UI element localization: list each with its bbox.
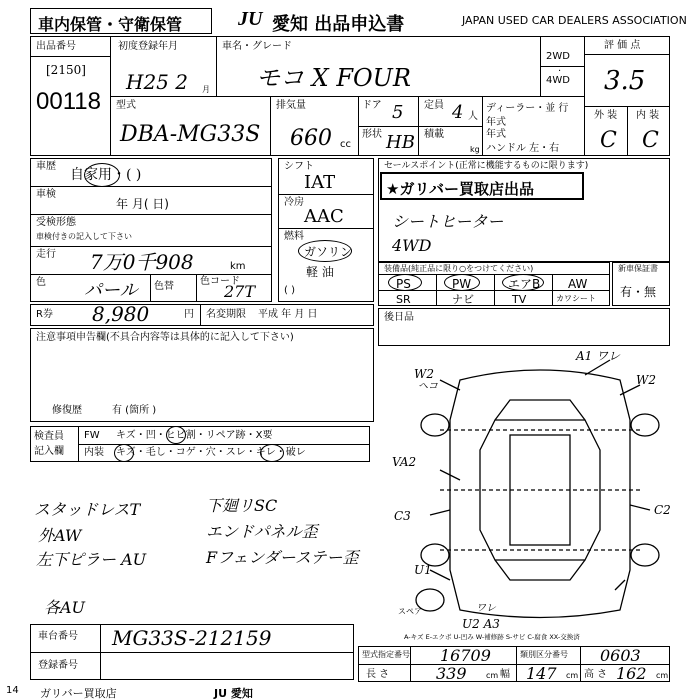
mileage-label: 走行	[36, 249, 56, 260]
color-label: 色	[36, 277, 46, 288]
notes-label: 注意事項申告欄(不具合内容等は具体的に記入して下さい)	[36, 332, 294, 343]
wheel-fr	[631, 414, 659, 436]
interior-label: 内 装	[636, 110, 660, 121]
equip-ps: PS	[396, 277, 411, 291]
dealer-label: ディーラー・並 行	[486, 103, 569, 114]
equip-pw-circle	[444, 274, 480, 291]
type-value: DBA-MG33S	[120, 122, 261, 147]
remark-3-left: 左下ピラー AU	[36, 550, 147, 569]
capacity-unit: 人	[468, 111, 478, 122]
load-unit: kg	[470, 145, 480, 154]
sales-line2: 4WD	[392, 236, 432, 255]
remark-2-right: エンドパネル歪	[206, 522, 318, 541]
disp-unit: cc	[340, 139, 351, 150]
reki-value: 自家用・( )	[70, 167, 142, 183]
shift-label: シフト	[284, 161, 314, 172]
fuel-paren: ( )	[284, 285, 295, 296]
equip-pw: PW	[452, 277, 472, 291]
width-value: 147	[526, 664, 557, 683]
damage-w2-left-sub: ヘコ	[418, 381, 438, 392]
handle-label: ハンドル 左・右	[486, 143, 560, 154]
capacity-value: 4	[452, 102, 464, 123]
int-circle-1	[114, 444, 134, 462]
drive-dot: ·	[558, 66, 562, 77]
mileage-value: 7万0千908	[90, 250, 194, 274]
warranty-label: 新車保証書	[618, 264, 658, 273]
lot-number: 00118	[36, 88, 101, 115]
width-unit: cm	[566, 671, 579, 680]
designation-label: 型式指定番号	[362, 650, 410, 659]
doors-value: 5	[392, 102, 404, 123]
equip-airbag-circle	[502, 274, 544, 291]
damage-u1: U1	[414, 563, 432, 577]
after-label: 後日品	[384, 312, 414, 323]
fuel-label: 燃料	[284, 231, 304, 242]
ac-label: 冷房	[284, 197, 304, 208]
shape-label: 形状	[362, 129, 382, 140]
damage-w2-left: W2	[414, 367, 434, 381]
sales-label: セールスポイント(正常に機能するものに限ります)	[384, 161, 589, 171]
drive-2wd: 2WD	[546, 51, 570, 62]
remark-4: 各AU	[44, 598, 86, 617]
designation-value: 16709	[440, 646, 491, 665]
equipment-label: 装備品(純正品に限り○をつけてください)	[384, 264, 534, 273]
inspector-int-label: 内装	[84, 447, 104, 458]
ext-circle	[166, 426, 186, 444]
lot-label: 出品番号	[36, 41, 76, 52]
shift-value: IAT	[304, 172, 336, 193]
inspector-int-items: キズ・毛し・コゲ・穴・スレ・キレ・破レ	[116, 447, 306, 458]
load-label: 積載	[424, 129, 444, 140]
warranty-value: 有・無	[620, 285, 657, 299]
height-value: 162	[616, 664, 647, 683]
damage-u2: U2 A3	[462, 617, 500, 631]
remark-1-left: スタッドレスT	[34, 500, 141, 519]
capacity-label: 定員	[424, 100, 444, 111]
color-value: パール	[84, 280, 138, 301]
damage-ware: ワレ	[476, 603, 496, 614]
damage-c3: C3	[394, 509, 411, 523]
inspection-label: 車検	[36, 189, 56, 200]
inspection-value: 年 月( 日)	[116, 197, 169, 211]
receipt-note: 車検付きの記入して下さい	[36, 232, 132, 241]
chassis-label: 車台番号	[38, 631, 78, 642]
inspector-ext-items: キズ・凹・ヒビ割・リペア跡・X要	[116, 430, 273, 441]
repair-value: 有 (箇所 )	[112, 405, 157, 416]
int-circle-2	[260, 444, 284, 462]
remark-3-right: Fフェンダーステー歪	[206, 548, 359, 567]
name-label: 車名・グレード	[222, 41, 292, 52]
score-value: 3.5	[604, 66, 646, 96]
reg-month: 月	[202, 85, 210, 94]
height-label: 高 さ	[584, 669, 608, 680]
storage-label: 車内保管・守衛保管	[38, 15, 183, 34]
remark-2-left: 外AW	[38, 526, 82, 545]
damage-va2: VA2	[392, 455, 417, 469]
drive-4wd: 4WD	[546, 75, 570, 86]
color-change-label: 色替	[154, 281, 174, 292]
inspector-label-2: 記入欄	[34, 446, 64, 457]
length-unit: cm	[486, 671, 499, 680]
sales-line1: シートヒーター	[392, 212, 504, 231]
type-label: 型式	[116, 100, 136, 111]
damage-a1: A1 ワレ	[576, 349, 621, 363]
fuel-circle	[298, 240, 352, 262]
price-label: R券	[36, 309, 53, 320]
model-year-label: 年式	[486, 129, 506, 140]
lot-bracket: [2150]	[46, 63, 86, 77]
height-unit: cm	[656, 671, 669, 680]
score-label: 評 価 点	[604, 40, 641, 51]
sales-banner: ★ガリバー買取店出品	[386, 180, 534, 198]
fuel-alt: 軽 油	[306, 265, 334, 279]
category-value: 0603	[600, 646, 641, 665]
association-name: JAPAN USED CAR DEALERS ASSOCIATION	[462, 14, 687, 27]
spare-label: スペア	[398, 607, 422, 616]
exterior-label: 外 装	[594, 110, 618, 121]
name-value: モコ X FOUR	[256, 64, 411, 92]
mileage-unit: km	[230, 261, 246, 272]
repair-label: 修復歴	[52, 405, 82, 416]
equip-seat: カワシート	[556, 294, 596, 303]
chassis-value: MG33S-212159	[112, 626, 272, 650]
damage-legend: A-キズ E-エクボ U-凹み W-補修跡 S-サビ C-腐食 XX-交換済	[404, 633, 580, 641]
wheel-rr	[631, 544, 659, 566]
price-unit: 円	[184, 309, 194, 320]
damage-c2: C2	[654, 503, 671, 517]
ac-value: AAC	[304, 206, 344, 227]
footer-shop: ガリバー買取店	[40, 687, 117, 700]
equip-ps-circle	[388, 274, 422, 291]
equip-sr: SR	[396, 293, 411, 306]
price-value: 8,980	[92, 302, 150, 326]
damage-w2-right: W2	[636, 373, 656, 387]
disp-label: 排気量	[276, 100, 306, 111]
fuel-value: ガソリン	[304, 245, 353, 259]
disp-value: 660	[290, 126, 332, 151]
reg-value: H25 2	[126, 70, 188, 94]
length-value: 339	[436, 664, 467, 683]
reg-number-label: 登録番号	[38, 660, 78, 671]
footer-logo: JU 愛知	[214, 687, 253, 700]
shape-value: HB	[386, 132, 415, 153]
form-title: 愛知 出品申込書	[272, 14, 405, 35]
remark-1-right: 下廻リSC	[206, 496, 278, 515]
doors-label: ドア	[362, 100, 382, 111]
price-frame	[30, 304, 374, 326]
name-change-label: 名変期限	[206, 309, 246, 320]
reki-label: 車歴	[36, 161, 56, 172]
equip-aw: AW	[568, 277, 588, 291]
color-code-label: 色コード	[200, 276, 240, 287]
car-windshield	[495, 400, 585, 420]
reg-label: 初度登録年月	[118, 41, 178, 52]
color-code-value: 27T	[224, 282, 256, 301]
length-label: 長 さ	[366, 669, 390, 680]
equip-navi: ナビ	[452, 293, 474, 306]
category-label: 類別区分番号	[520, 650, 568, 659]
equip-tv: TV	[512, 293, 527, 306]
footer-left: 14	[6, 685, 19, 696]
receipt-label: 受検形態	[36, 217, 76, 228]
equip-airbag: エアB	[508, 277, 541, 291]
year-label: 年式	[486, 117, 506, 128]
inspector-label-1: 検査員	[34, 431, 64, 442]
ju-logo: JU	[238, 8, 263, 30]
car-rear-window	[495, 560, 585, 580]
wheel-fl	[421, 414, 449, 436]
interior-value: C	[642, 128, 659, 153]
inspector-fw: FW	[84, 430, 100, 441]
width-label: 幅	[500, 669, 510, 680]
exterior-value: C	[600, 128, 617, 153]
name-change-value: 平成 年 月 日	[258, 309, 318, 320]
reki-circle	[84, 163, 120, 187]
